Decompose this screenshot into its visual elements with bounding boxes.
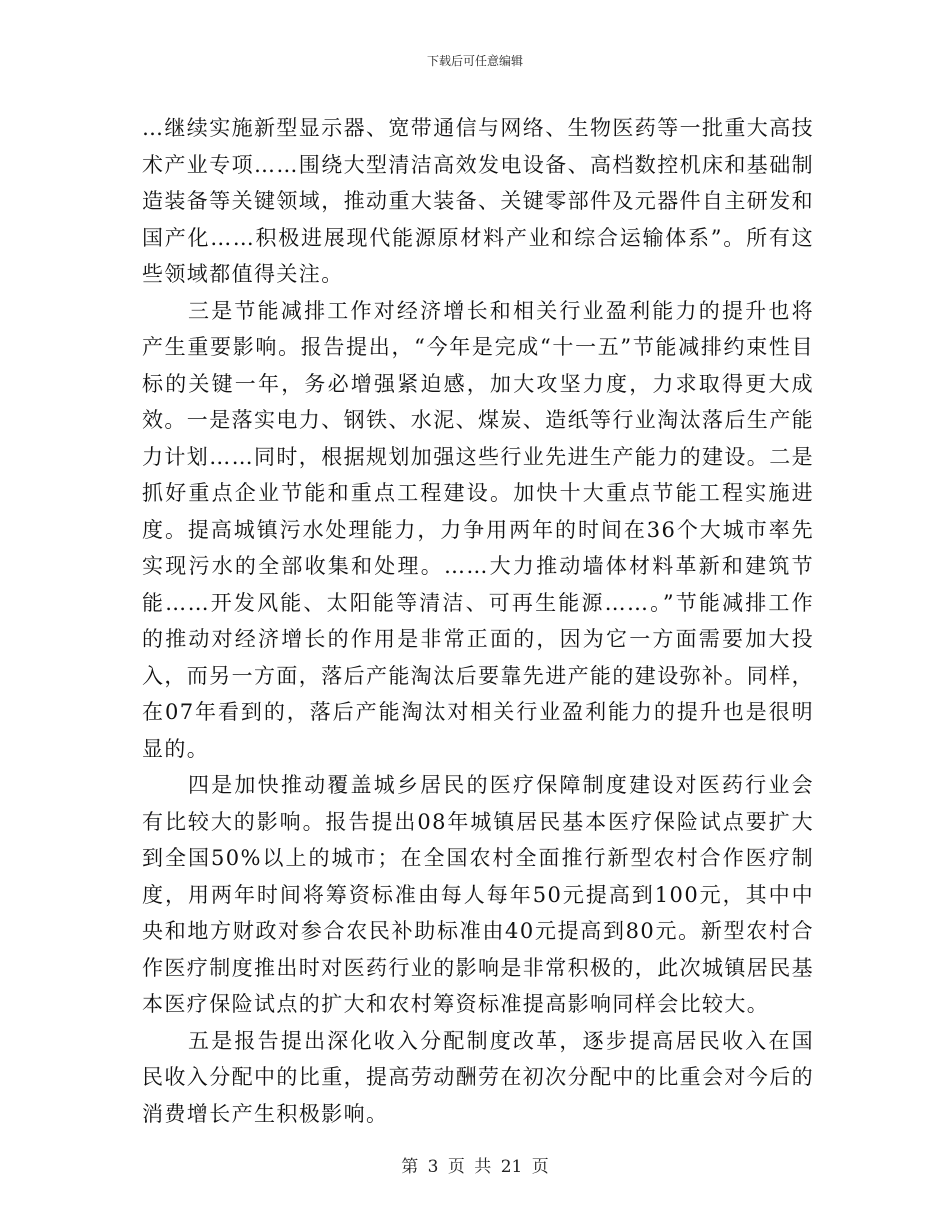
document-body [142,110,814,1132]
paragraph-2: 三是节能减排工作对经济增长和相关行业盈利能力的提升也将产生重要影响。报告提出，“今年是完成“十一五”节能减排约束性目标的关键一年，务必增强紧迫感，加大攻坚力度，力求取得更大成效。一是落实电力、钢铁、水泥、煤炭、造纸等行业淘汰落后生产能力计划……同时，根据规划加强这些行业先进生产能力的建设。二是抓好重点企业节能和重点工程建设。加快十大重点节能工程实施进度。提高城镇污水处理能力，力争用两年的时间在36个大城市率先实现污水的全部收集和处理。……大力推动墙体材料革新和建筑节能……开发风能、太阳能等清洁、可再生能源……。”节能减排工作的推动对经济增长的作用是非常正面的，因为它一方面需要加大投入，而另一方面，落后产能淘汰后要靠先进产能的建设弥补。同样，在07年看到的，落后产能淘汰对相关行业盈利能力的提升也是很明显的。 [142,298,814,761]
paragraph-1: …继续实施新型显示器、宽带通信与网络、生物医药等一批重大高技术产业专项……围绕大型清洁高效发电设备、高档数控机床和基础制造装备等关键领域，推动重大装备、关键零部件及元器件自主研发和国产化……积极进展现代能源原材料产业和综合运输体系”。所有这些领域都值得关注。 [142,116,814,286]
page-header: 下载后可任意编辑 [426,54,523,68]
page-number-footer: 第 3 页 共 21 页 [401,1157,549,1177]
paragraph-3: 四是加快推动覆盖城乡居民的医疗保障制度建设对医药行业会有比较大的影响。报告提出08年城镇居民基本医疗保险试点要扩大到全国50%以上的城市；在全国农村全面推行新型农村合作医疗制度，用两年时间将筹资标准由每人每年50元提高到100元，其中中央和地方财政对参合农民补助标准由40元提高到80元。新型农村合作医疗制度推出时对医药行业的影响是非常积极的，此次城镇居民基本医疗保险试点的扩大和农村筹资标准提高影响同样会比较大。 [142,773,814,1016]
paragraph-4: 五是报告提出深化收入分配制度改革，逐步提高居民收入在国民收入分配中的比重，提高劳动酬劳在初次分配中的比重会对今后的消费增长产生积极影响。 [142,1028,814,1126]
